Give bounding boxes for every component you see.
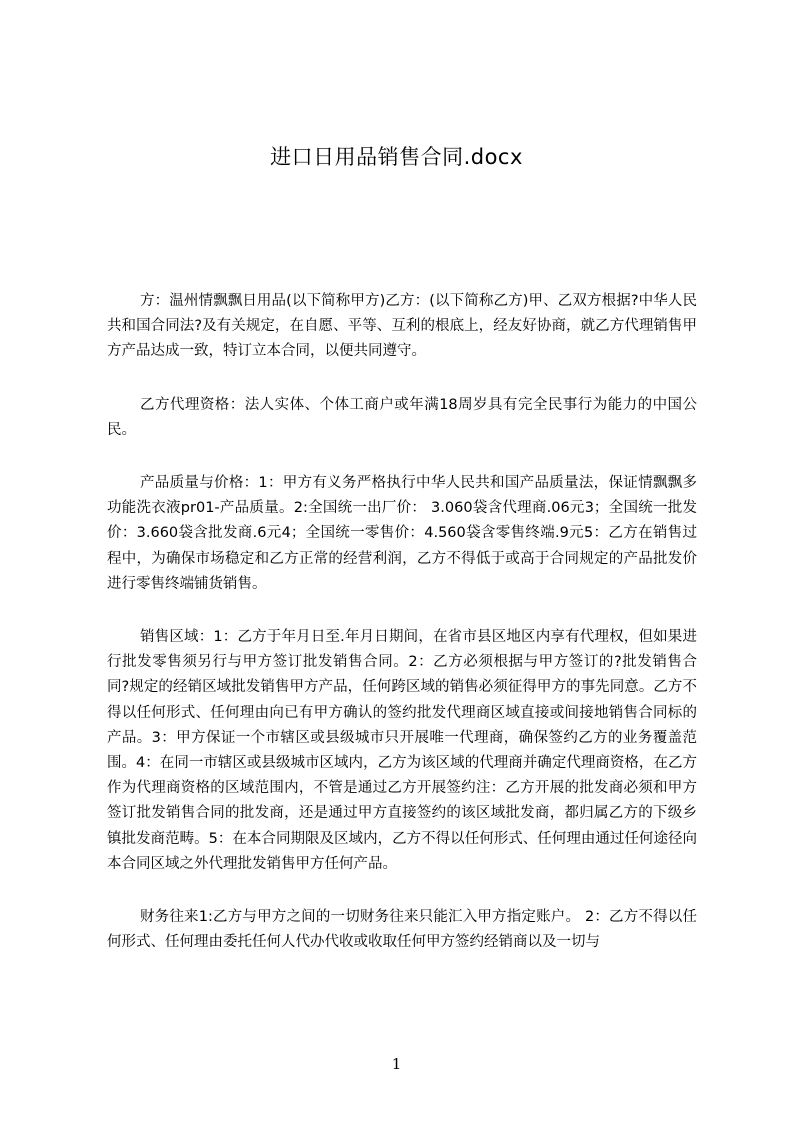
page-number: 1 [391,1055,402,1073]
paragraph-finance: 财务往来1:乙方与甲方之间的一切财务往来只能汇入甲方指定账户。 2：乙方不得以任何形式、任何理由委托任何人代办代收或收取任何甲方签约经销商以及一切与 [107,909,697,951]
document-title: 进口日用品销售合同.docx [270,145,523,169]
paragraph-parties: 方：温州情飘飘日用品(以下简称甲方)乙方：(以下简称乙方)甲、乙双方根据?中华人民共和国合同法?及有关规定，在自愿、平等、互利的根底上，经友好协商，就乙方代理销售甲方产品达成一致，特订立本合同，以便共同遵守。 [107,293,697,360]
paragraph-quality-price: 产品质量与价格：1：甲方有义务严格执行中华人民共和国产品质量法，保证情飘飘多功能洗衣液pr01-产品质量。2:全国统一出厂价： 3.060袋含代理商.06元3；全国统一批发价：3.660袋含批发商.6元4；全国统一零售价：4.560袋含零售终端.9元5：乙方在销售过程中，为确保市场稳定和乙方正常的经营利润，乙方不得低于或高于合同规定的产品批发价进行零售终端铺货销售。 [107,475,697,592]
paragraph-agent-qualification: 乙方代理资格：法人实体、个体工商户或年满18周岁具有完全民事行为能力的中国公民。 [107,396,697,438]
document-body [107,289,697,983]
paragraph-sales-region: 销售区域：1：乙方于年月日至.年月日期间，在省市县区地区内享有代理权，但如果进行批发零售须另行与甲方签订批发销售合同。2：乙方必须根据与甲方签订的?批发销售合同?规定的经销区域批发销售甲方产品，任何跨区域的销售必须征得甲方的事先同意。乙方不得以任何形式、任何理由向已有甲方确认的签约批发代理商区域直接或间接地销售合同标的产品。3：甲方保证一个市辖区或县级城市只开展唯一代理商，确保签约乙方的业务覆盖范围。4：在同一市辖区或县级城市区域内，乙方为该区域的代理商并确定代理商资格，在乙方作为代理商资格的区域范围内，不管是通过乙方开展签约注：乙方开展的批发商必须和甲方签订批发销售合同的批发商，还是通过甲方直接签约的该区域批发商，都归属乙方的下级乡镇批发商范畴。5：在本合同期限及区域内，乙方不得以任何形式、任何理由通过任何途径向本合同区域之外代理批发销售甲方任何产品。 [107,629,697,872]
